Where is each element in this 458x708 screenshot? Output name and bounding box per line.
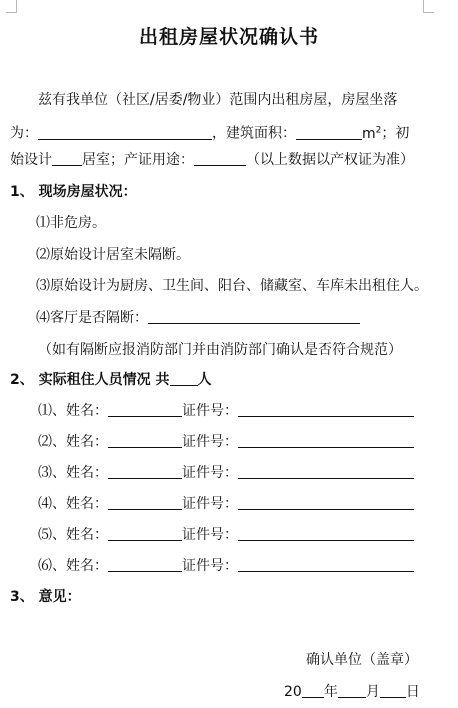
tenant-name-blank[interactable] (108, 557, 182, 572)
tenant-id-label: 证件号： (182, 558, 238, 574)
section2-heading-unit: 人 (197, 372, 212, 388)
area-unit: $m^2$ (362, 125, 382, 142)
tenant-row (38, 557, 414, 575)
intro-rooms-label: 居室；产证用途： (82, 152, 194, 168)
intro-line-2 (10, 121, 409, 143)
living-room-partition-blank[interactable] (148, 309, 360, 324)
tenant-row-number: ⑵、 (38, 434, 66, 450)
tenant-name-blank[interactable] (108, 464, 182, 479)
tenant-row (38, 433, 414, 451)
page-corner-mark-left (6, 0, 17, 13)
usage-blank[interactable] (194, 151, 246, 166)
section1-note: （如有隔断应报消防部门并由消防部门确认是否符合规范） (38, 342, 402, 358)
intro-line2-suffix: ；初 (381, 125, 410, 142)
tenant-name-blank[interactable] (108, 433, 182, 448)
date-prefix: 20 (284, 684, 302, 700)
tenant-row (38, 402, 414, 420)
tenant-id-label: 证件号： (182, 403, 238, 419)
document-title: 出租房屋状况确认书 (138, 26, 319, 48)
tenant-count-blank[interactable] (170, 371, 198, 386)
intro-text-1: 兹有我单位（社区/居委/物业）范围内出租房屋，房屋坐落 (38, 92, 398, 108)
intro-note: （以上数据以产权证为准） (246, 152, 414, 168)
date-line (284, 683, 420, 701)
tenant-id-label: 证件号： (182, 527, 238, 543)
tenant-name-label: 姓名： (66, 496, 108, 512)
intro-area-label: ，建筑面积： (212, 125, 296, 142)
tenant-row-number: ⑴、 (38, 403, 66, 419)
tenant-row-number: ⑸、 (38, 527, 66, 543)
tenant-id-blank[interactable] (238, 402, 414, 417)
tenant-row-number: ⑶、 (38, 465, 66, 481)
seal-label: 确认单位（盖章） (306, 652, 418, 668)
year-blank[interactable] (302, 683, 324, 698)
intro-location-label: 为： (10, 125, 38, 142)
intro-original-design-label: 始设计 (10, 152, 52, 168)
section1-item-2: ⑵原始设计居室未隔断。 (36, 247, 190, 263)
section1-item-3: ⑶原始设计为厨房、卫生间、阳台、储藏室、车库未出租住人。 (36, 278, 428, 294)
tenant-row (38, 495, 414, 513)
tenant-id-blank[interactable] (238, 526, 414, 541)
tenant-id-label: 证件号： (182, 496, 238, 512)
tenant-name-blank[interactable] (108, 495, 182, 510)
living-room-partition-label: ⑷客厅是否隔断： (36, 310, 148, 326)
day-label: 日 (405, 684, 420, 700)
month-label: 月 (365, 684, 380, 700)
section2-heading-text: 2、 实际租住人员情况 共 (10, 372, 170, 388)
section1-heading: 1、 现场房屋状况： (10, 184, 137, 200)
tenant-name-label: 姓名： (66, 403, 108, 419)
day-blank[interactable] (380, 683, 406, 698)
page-corner-mark-right (423, 0, 434, 13)
section2-heading (10, 371, 212, 389)
tenant-id-label: 证件号： (182, 434, 238, 450)
tenant-id-blank[interactable] (238, 433, 414, 448)
month-blank[interactable] (338, 683, 366, 698)
year-label: 年 (323, 684, 338, 700)
tenant-name-blank[interactable] (108, 402, 182, 417)
tenant-row (38, 526, 414, 544)
intro-line-3 (10, 151, 414, 169)
tenant-name-label: 姓名： (66, 558, 108, 574)
section1-item-1: ⑴非危房。 (36, 215, 106, 231)
tenant-id-blank[interactable] (238, 557, 414, 572)
tenant-id-blank[interactable] (238, 495, 414, 510)
section1-item-4 (36, 309, 360, 327)
intro-line-1 (38, 91, 397, 109)
tenant-row (38, 464, 414, 482)
location-blank[interactable] (38, 125, 212, 140)
tenant-row-number: ⑹、 (38, 558, 66, 574)
tenant-name-blank[interactable] (108, 526, 182, 541)
tenant-id-label: 证件号： (182, 465, 238, 481)
tenant-name-label: 姓名： (66, 527, 108, 543)
area-blank[interactable] (296, 125, 362, 140)
tenant-name-label: 姓名： (66, 434, 108, 450)
tenant-row-number: ⑷、 (38, 496, 66, 512)
section3-heading: 3、 意见： (10, 589, 81, 605)
tenant-id-blank[interactable] (238, 464, 414, 479)
rooms-blank[interactable] (52, 151, 82, 166)
tenant-name-label: 姓名： (66, 465, 108, 481)
